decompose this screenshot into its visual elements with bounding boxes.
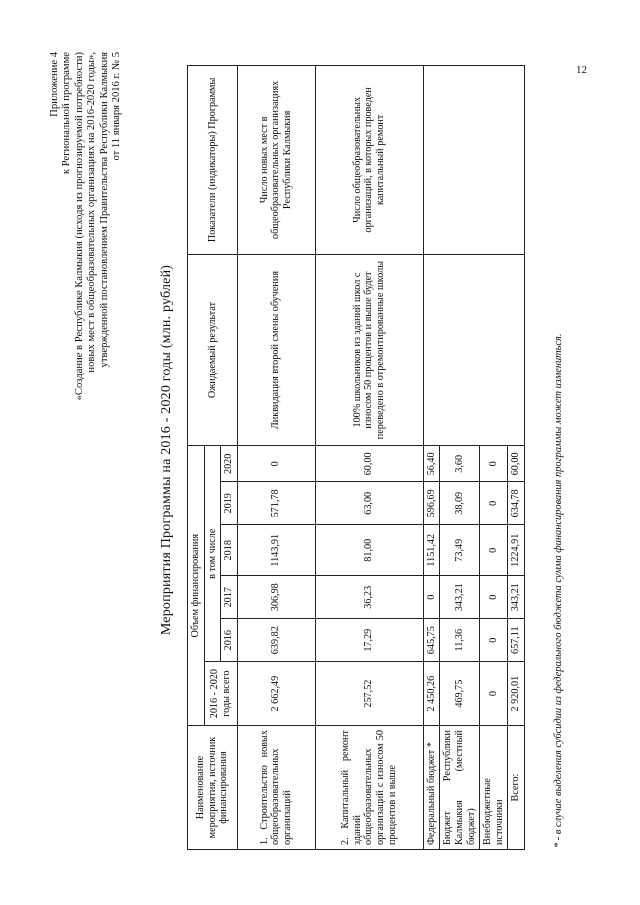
cell-year: 38,09 [440, 482, 480, 525]
cell-year: 0 [237, 446, 315, 482]
header-line: новых мест в общеобразовательных организациях на 2016-2020 годы», [86, 52, 98, 373]
cell-year: 1224,91 [508, 525, 525, 576]
cell-total: 257,52 [315, 662, 423, 726]
cell-year: 343,21 [508, 576, 525, 619]
cell-year: 0 [423, 576, 440, 619]
cell-year: 63,00 [315, 482, 423, 525]
document-title: Мероприятия Программы на 2016 - 2020 годы (млн. рублей) [159, 264, 174, 636]
cell-year: 0 [480, 525, 508, 576]
header-result: Ожидаемый результат [188, 254, 238, 446]
cell-indicator: Число общеобразовательных организаций, в которых проведен капитальный ремонт [315, 66, 423, 255]
program-table [187, 65, 525, 850]
cell-year: 306,98 [237, 576, 315, 619]
header-year: 2018 [221, 525, 238, 576]
row-name: Федеральный бюджет * [423, 726, 440, 850]
appendix-header [49, 52, 123, 400]
row-name: Внебюджетные источники [480, 726, 508, 850]
header-line: утвержденной постановлением Правительства Республики Калмыкия [98, 52, 110, 368]
cell-total: 0 [480, 662, 508, 726]
cell-year: 60,00 [315, 446, 423, 482]
footnote: * - в случае выделения субсидии из федерального бюджета сумма финансирования программы может измениться. [553, 333, 564, 848]
cell-indicator-empty [423, 66, 524, 255]
cell-total: 2 920,01 [508, 662, 525, 726]
header-line: Приложение 4 [49, 52, 60, 117]
cell-year: 639,82 [237, 619, 315, 662]
cell-year: 657,11 [508, 619, 525, 662]
cell-result: Ликвидация второй смены обучения [237, 254, 315, 446]
cell-year: 60,00 [508, 446, 525, 482]
header-year: 2016 [221, 619, 238, 662]
table-row [423, 66, 440, 850]
header-name: Наименование мероприятия, источник финансирования [188, 726, 238, 850]
cell-year: 645,75 [423, 619, 440, 662]
cell-year: 0 [480, 619, 508, 662]
row-name: Бюджет Республики Калмыкия (местный бюджет) [440, 726, 480, 850]
cell-indicator: Число новых мест в общеобразовательных организациях Республики Калмыкия [237, 66, 315, 255]
cell-year: 1143,91 [237, 525, 315, 576]
cell-year: 0 [480, 446, 508, 482]
row-name: 1. Строительство новых общеобразовательных организаций [237, 726, 315, 850]
header-indicators: Показатели (индикаторы) Программы [188, 66, 238, 255]
rotated-page [35, 40, 615, 860]
row-name: Всего: [508, 726, 525, 850]
cell-year: 11,36 [440, 619, 480, 662]
header-year: 2019 [221, 482, 238, 525]
cell-year: 0 [480, 482, 508, 525]
cell-year: 596,69 [423, 482, 440, 525]
cell-result: 100% школьников из зданий школ с износом 50 процентов и выше будет переведено в отремонтированные школы [315, 254, 423, 446]
header-year: 2020 [221, 446, 238, 482]
header-line: «Создание в Республике Калмыкия (исходя из прогнозируемой потребности) [73, 52, 85, 401]
cell-year: 3,60 [440, 446, 480, 482]
cell-year: 343,21 [440, 576, 480, 619]
page-number: 12 [576, 64, 587, 76]
cell-year: 56,40 [423, 446, 440, 482]
table-row [237, 66, 315, 850]
cell-year: 17,29 [315, 619, 423, 662]
cell-result-empty [423, 254, 524, 446]
header-including: в том числе [204, 446, 221, 662]
cell-total: 2 450,26 [423, 662, 440, 726]
cell-total: 469,75 [440, 662, 480, 726]
header-year: 2017 [221, 576, 238, 619]
cell-total: 2 662,49 [237, 662, 315, 726]
cell-year: 73,49 [440, 525, 480, 576]
cell-year: 1151,42 [423, 525, 440, 576]
header-volume: Объем финансирования [188, 446, 205, 726]
cell-year: 634,78 [508, 482, 525, 525]
cell-year: 0 [480, 576, 508, 619]
table-row [315, 66, 423, 850]
cell-year: 571,78 [237, 482, 315, 525]
header-line: от 11 января 2016 г. № 5 [111, 52, 123, 161]
header-line: к Региональной программе [61, 52, 73, 175]
header-total: 2016 - 2020 годы всего [204, 662, 237, 726]
cell-year: 36,23 [315, 576, 423, 619]
cell-year: 81,00 [315, 525, 423, 576]
row-name: 2. Капитальный ремонт зданий общеобразовательных организаций с износом 50 процентов и выше [315, 726, 423, 850]
